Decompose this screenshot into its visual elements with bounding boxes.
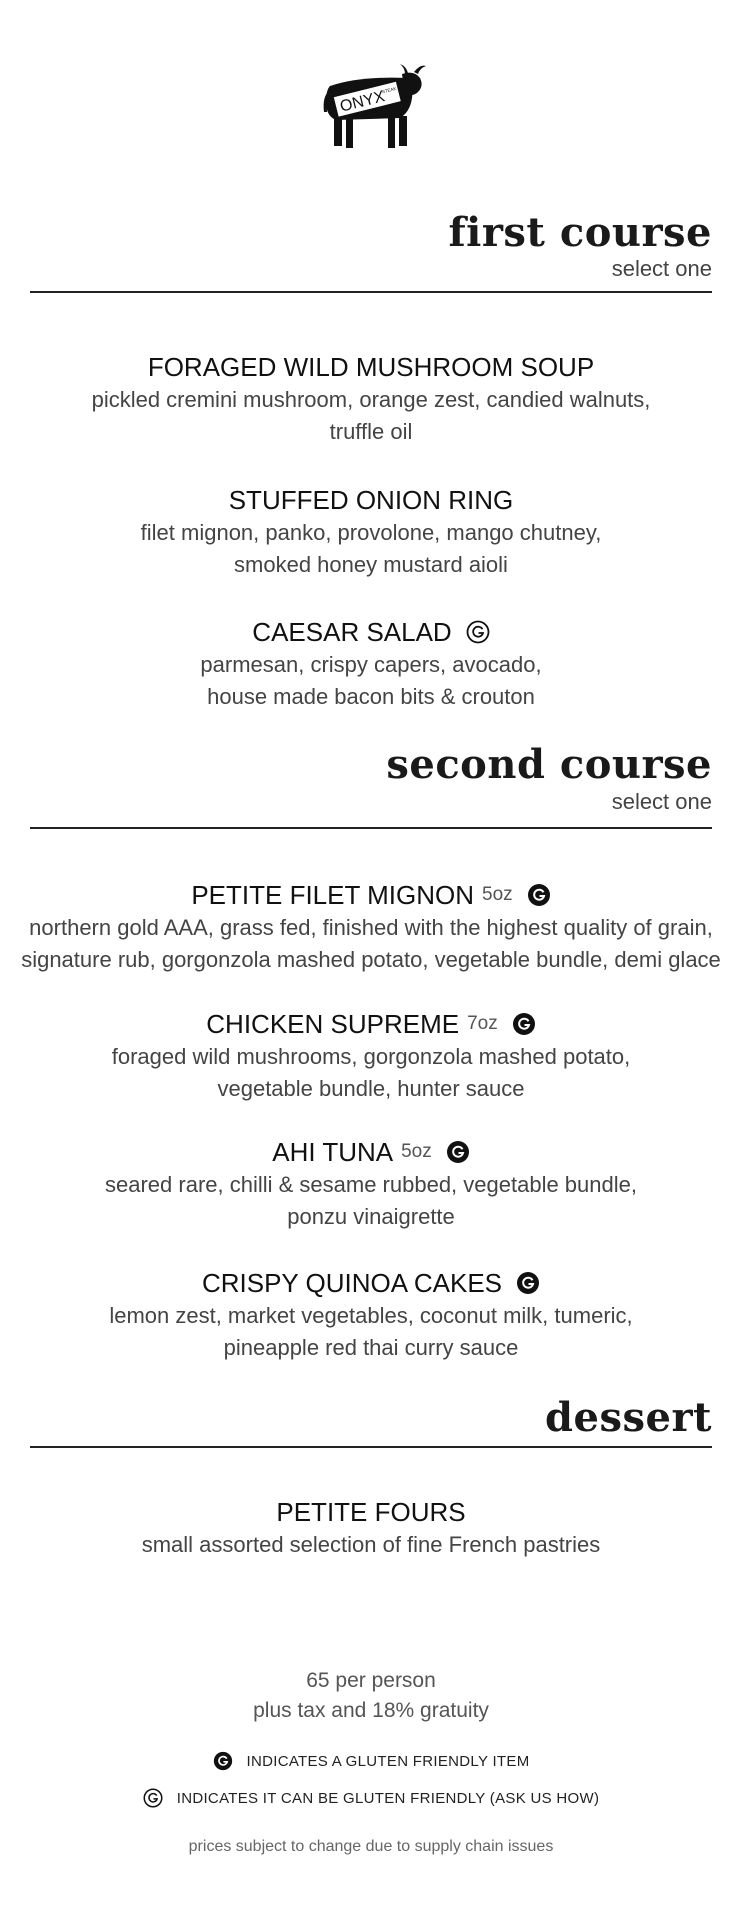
item-name: CRISPY QUINOA CAKES xyxy=(201,1268,503,1298)
item-description: small assorted selection of fine French pastries xyxy=(141,1532,601,1557)
item-description: foraged wild mushrooms, gorgonzola mashed potato, xyxy=(111,1044,631,1069)
item-name-row xyxy=(202,1266,540,1300)
gluten-friendly-outline-icon xyxy=(143,1788,163,1808)
first-course-subtitle: select one xyxy=(611,256,712,281)
item-name: FORAGED WILD MUSHROOM SOUP xyxy=(147,352,595,382)
item-description: vegetable bundle, hunter sauce xyxy=(217,1076,525,1101)
menu-item xyxy=(0,615,742,713)
menu-item xyxy=(0,1266,742,1364)
item-description: seared rare, chilli & sesame rubbed, vegetable bundle, xyxy=(105,1172,637,1197)
gluten-friendly-solid-icon xyxy=(446,1140,470,1164)
legend-text: INDICATES A GLUTEN FRIENDLY ITEM xyxy=(246,1752,530,1770)
item-name: CHICKEN SUPREME xyxy=(206,1009,460,1039)
item-description: house made bacon bits & crouton xyxy=(207,684,535,709)
item-name-row xyxy=(252,615,489,649)
item-size: 7oz xyxy=(467,1013,498,1034)
item-name-row xyxy=(191,878,550,912)
item-name: AHI TUNA xyxy=(272,1137,394,1167)
item-name: PETITE FOURS xyxy=(276,1497,466,1527)
menu-item xyxy=(0,350,742,448)
logo-text: ONYX xyxy=(338,88,387,116)
second-course-title: second course xyxy=(386,741,712,788)
item-name: CAESAR SALAD xyxy=(252,617,452,647)
item-description: pineapple red thai curry sauce xyxy=(223,1335,519,1360)
menu-item xyxy=(0,1007,742,1105)
gluten-friendly-solid-icon xyxy=(213,1751,233,1771)
item-description: parmesan, crispy capers, avocado, xyxy=(200,652,542,677)
item-description: ponzu vinaigrette xyxy=(287,1204,455,1229)
menu-item xyxy=(0,483,742,581)
second-course-divider xyxy=(30,827,712,829)
item-description: truffle oil xyxy=(329,419,413,444)
menu-item xyxy=(0,878,742,976)
first-course-title: first course xyxy=(448,209,712,256)
item-description: lemon zest, market vegetables, coconut milk, tumeric, xyxy=(109,1303,633,1328)
legend-gluten-friendly xyxy=(0,1751,742,1771)
price-per-person: 65 per person xyxy=(306,1669,436,1692)
logo-small-text: STEAK HOUSE xyxy=(381,81,414,95)
gluten-friendly-solid-icon xyxy=(527,883,551,907)
item-description: pickled cremini mushroom, orange zest, candied walnuts, xyxy=(91,387,651,412)
item-description: smoked honey mustard aioli xyxy=(234,552,508,577)
second-course-subtitle: select one xyxy=(611,789,712,814)
menu-item xyxy=(0,1135,742,1233)
legend-can-be-gluten-friendly xyxy=(0,1788,742,1808)
dessert-divider xyxy=(30,1446,712,1448)
gluten-friendly-outline-icon xyxy=(466,620,490,644)
gluten-friendly-solid-icon xyxy=(512,1012,536,1036)
item-description: northern gold AAA, grass fed, finished with the highest quality of grain, xyxy=(29,915,713,940)
item-description: filet mignon, panko, provolone, mango chutney, xyxy=(140,520,602,545)
first-course-divider xyxy=(30,291,712,293)
menu-item xyxy=(0,1495,742,1561)
dessert-title: dessert xyxy=(545,1394,712,1441)
item-name-row xyxy=(206,1007,535,1041)
pricing xyxy=(0,1666,742,1726)
price-change-note: prices subject to change due to supply chain issues xyxy=(188,1838,554,1855)
onyx-bull-logo xyxy=(316,62,434,152)
item-size: 5oz xyxy=(401,1141,432,1162)
price-tax-note: plus tax and 18% gratuity xyxy=(253,1699,489,1722)
item-name: STUFFED ONION RING xyxy=(228,485,514,515)
gluten-friendly-solid-icon xyxy=(516,1271,540,1295)
legend-text: INDICATES IT CAN BE GLUTEN FRIENDLY (ASK US HOW) xyxy=(176,1789,600,1807)
item-size: 5oz xyxy=(482,884,513,905)
item-description: signature rub, gorgonzola mashed potato, vegetable bundle, demi glace xyxy=(21,947,721,972)
item-name-row xyxy=(272,1135,470,1169)
item-name: PETITE FILET MIGNON xyxy=(191,880,475,910)
